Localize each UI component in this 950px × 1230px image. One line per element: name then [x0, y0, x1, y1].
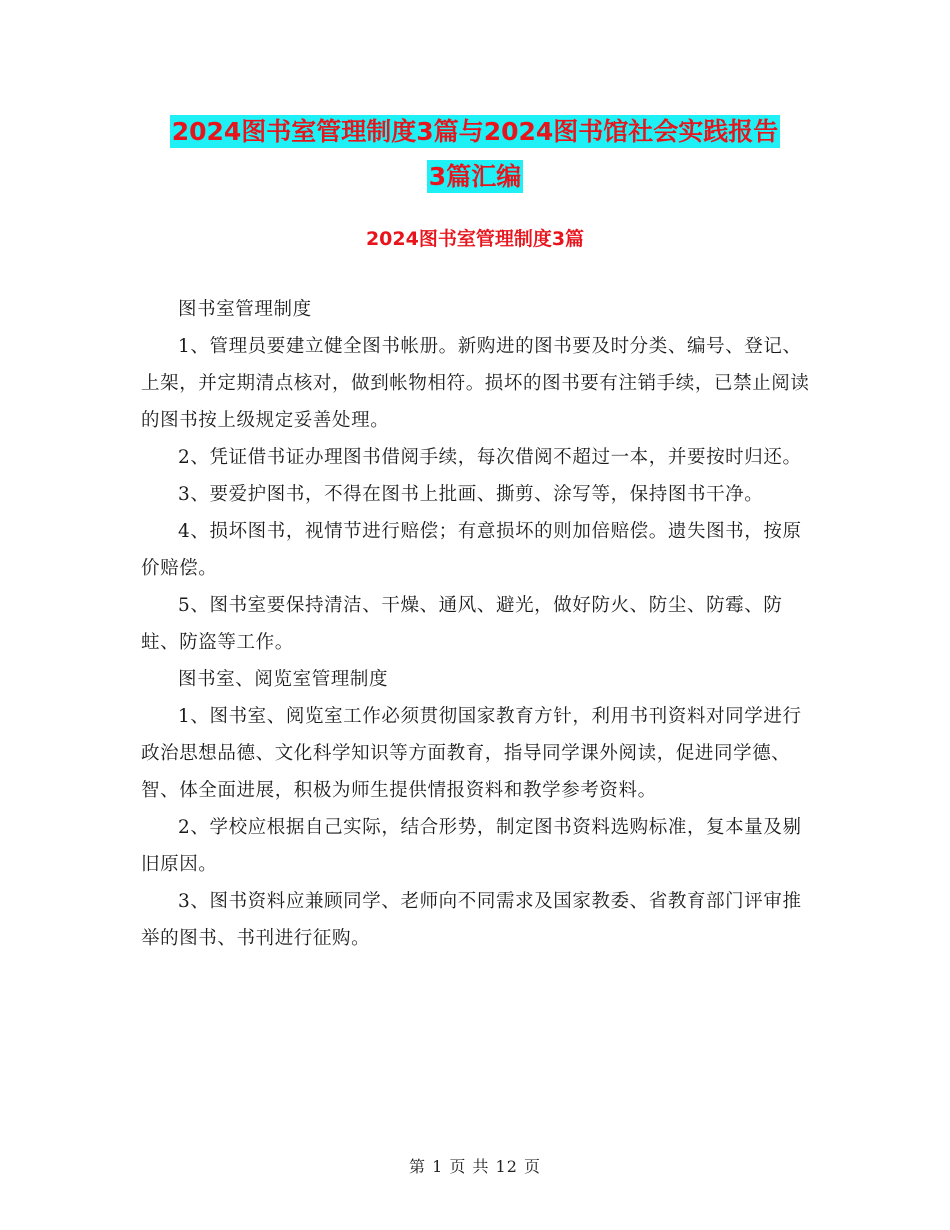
document-body [141, 291, 813, 957]
page-footer: 第 1 页 共 12 页 [409, 1157, 541, 1176]
paragraph: 3、要爱护图书，不得在图书上批画、撕剪、涂写等，保持图书干净。 [178, 484, 764, 505]
paragraph: 1、图书室、阅览室工作必须贯彻国家教育方针，利用书刊资料对同学进行政治思想品德、文化科学知识等方面教育，指导同学课外阅读，促进同学德、智、体全面进展，积极为师生提供情报资料和教学参考资料。 [141, 706, 802, 801]
document-title-line-2: 3篇汇编 [428, 162, 522, 191]
paragraph: 2、学校应根据自己实际，结合形势，制定图书资料选购标准，复本量及剔旧原因。 [141, 817, 802, 875]
subheading-library-rules: 图书室管理制度 [178, 299, 312, 320]
paragraph: 4、损坏图书，视情节进行赔偿；有意损坏的则加倍赔偿。遗失图书，按原价赔偿。 [141, 521, 802, 579]
paragraph: 1、管理员要建立健全图书帐册。新购进的图书要及时分类、编号、登记、上架，并定期清点核对，做到帐物相符。损坏的图书要有注销手续，已禁止阅读的图书按上级规定妥善处理。 [141, 336, 810, 431]
paragraph: 2、凭证借书证办理图书借阅手续，每次借阅不超过一本，并要按时归还。 [178, 447, 802, 468]
paragraph: 5、图书室要保持清洁、干燥、通风、避光，做好防火、防尘、防霉、防蛀、防盗等工作。 [141, 595, 783, 653]
document-title-line-1: 2024图书室管理制度3篇与2024图书馆社会实践报告 [171, 117, 779, 146]
paragraph: 3、图书资料应兼顾同学、老师向不同需求及国家教委、省教育部门评审推举的图书、书刊进行征购。 [141, 891, 802, 949]
section-title: 2024图书室管理制度3篇 [365, 228, 585, 250]
subheading-reading-room-rules: 图书室、阅览室管理制度 [178, 669, 389, 690]
